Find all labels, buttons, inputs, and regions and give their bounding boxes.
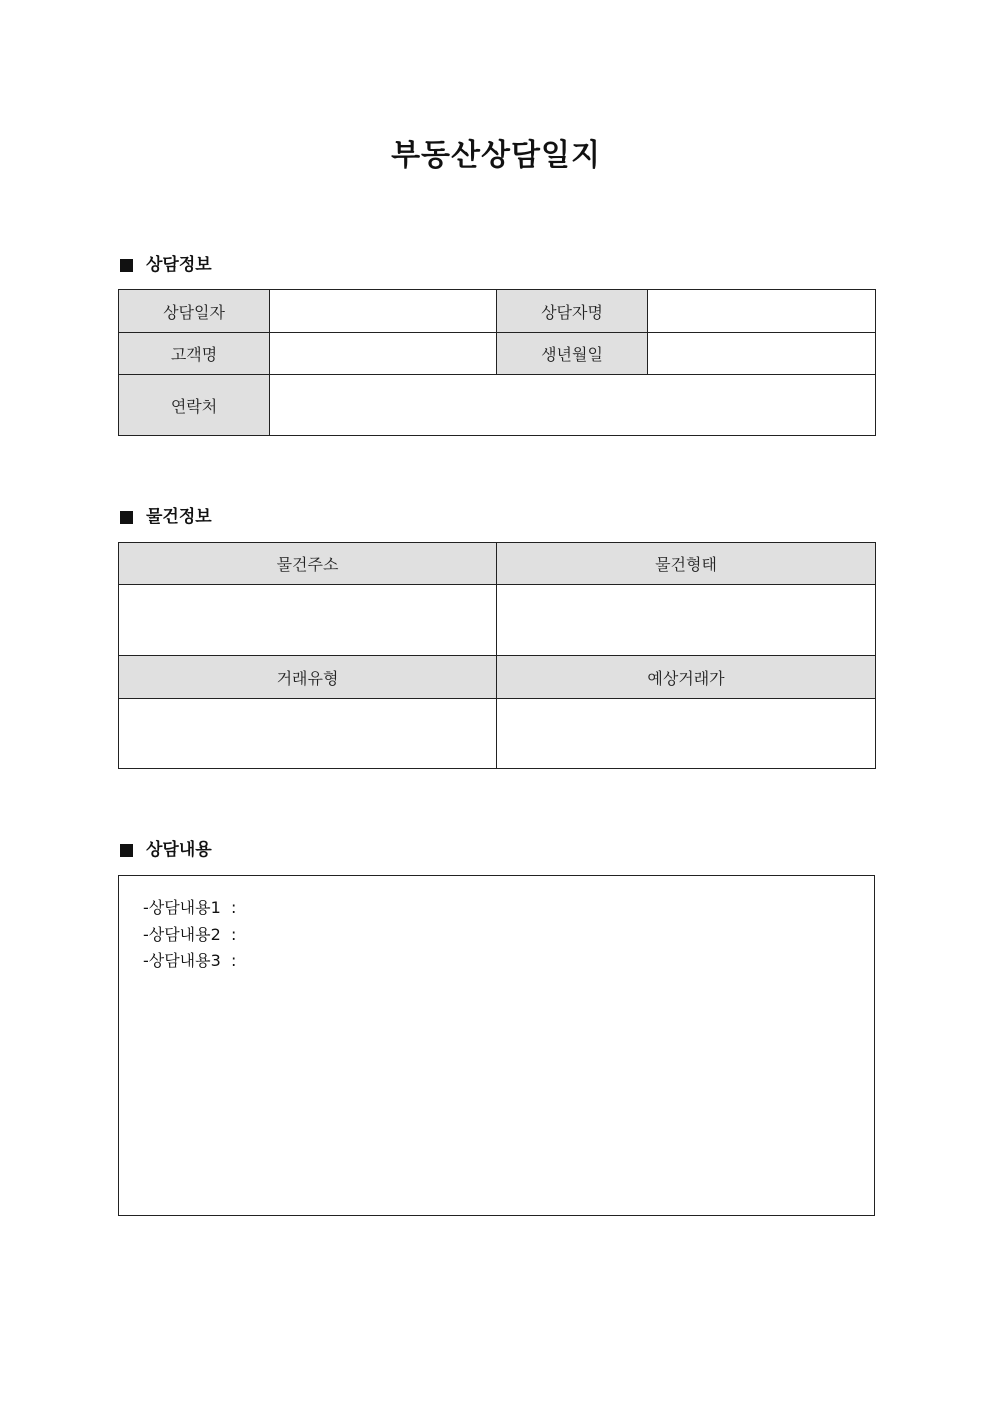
label-deal-type: 거래유형 [119, 656, 497, 699]
section-heading-consult-content [118, 838, 212, 862]
label-consult-date: 상담일자 [119, 290, 270, 333]
consult-content-box[interactable] [118, 875, 875, 1216]
property-info-table [118, 542, 876, 769]
section-heading-consult-info [118, 253, 212, 277]
label-expected-price: 예상거래가 [497, 656, 876, 699]
page-title: 부동산상담일지 [391, 138, 601, 173]
black-square-icon [120, 844, 133, 857]
field-birthdate[interactable] [648, 333, 876, 375]
field-contact[interactable] [270, 375, 876, 436]
field-consult-date[interactable] [270, 290, 497, 333]
black-square-icon [120, 511, 133, 524]
consult-content-lines [143, 895, 236, 975]
consult-content-line-2: -상담내용2 : [143, 924, 237, 944]
field-property-address[interactable] [119, 585, 497, 656]
field-counselor-name[interactable] [648, 290, 876, 333]
consult-info-table [118, 289, 876, 436]
label-customer-name: 고객명 [119, 333, 270, 375]
label-birthdate: 생년월일 [497, 333, 648, 375]
section-heading-property-info [118, 505, 212, 529]
section-heading-label: 상담내용 [146, 840, 212, 860]
black-square-icon [120, 259, 133, 272]
field-property-type[interactable] [497, 585, 876, 656]
label-property-address: 물건주소 [119, 543, 497, 585]
field-customer-name[interactable] [270, 333, 497, 375]
consult-content-line-3: -상담내용3 : [143, 951, 237, 970]
label-property-type: 물건형태 [497, 543, 876, 585]
field-expected-price[interactable] [497, 699, 876, 769]
consult-content-line-1: -상담내용1 : [143, 898, 237, 917]
label-contact: 연락처 [119, 375, 270, 436]
section-heading-label: 물건정보 [146, 507, 212, 527]
section-heading-label: 상담정보 [146, 255, 212, 275]
field-deal-type[interactable] [119, 699, 497, 769]
label-counselor-name: 상담자명 [497, 290, 648, 333]
